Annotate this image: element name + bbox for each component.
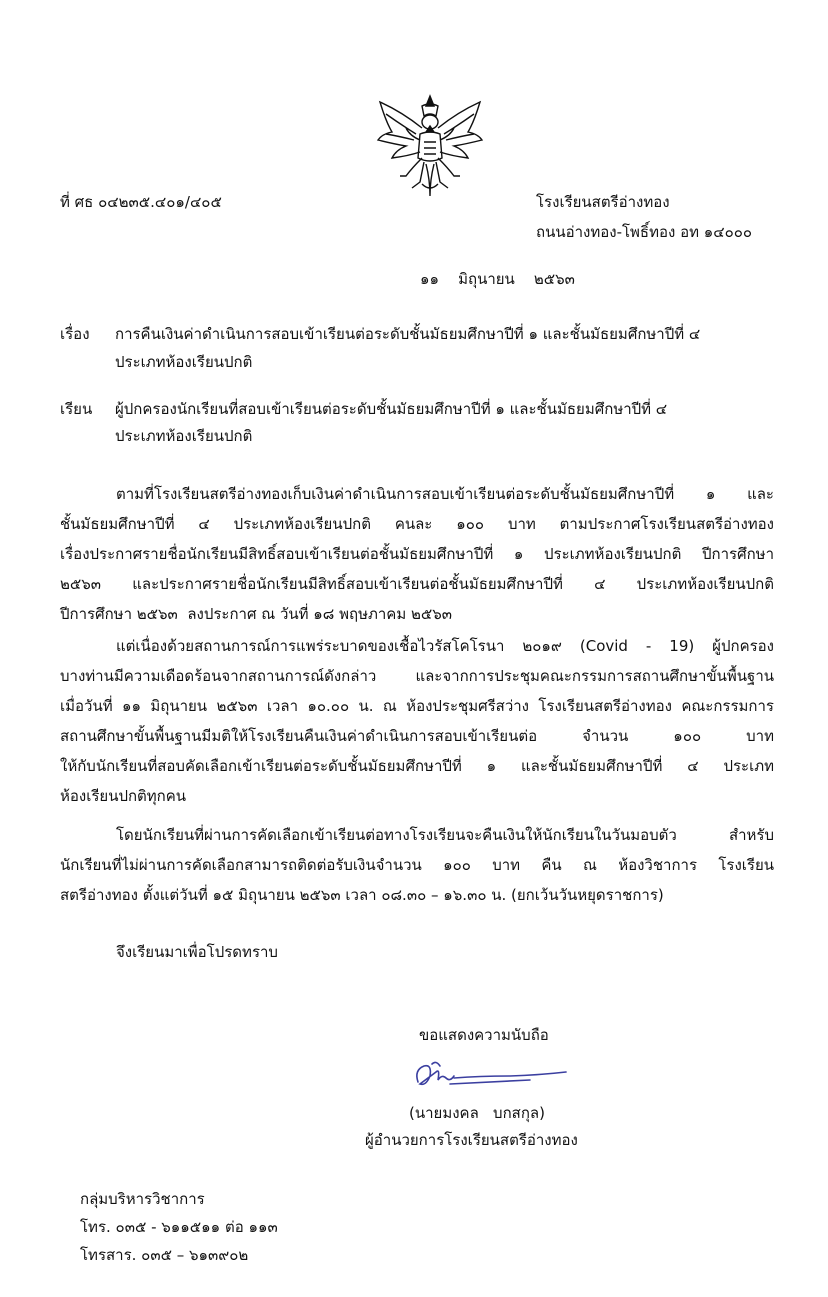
- school-name: โรงเรียนสตรีอ่างทอง: [536, 193, 670, 211]
- body-paragraph-2: [60, 631, 774, 811]
- paragraph-line: นักเรียนที่ไม่ผ่านการคัดเลือกสามารถติดต่อรับเงินจำนวน ๑๐๐ บาท คืน ณ ห้องวิชาการ โรงเรียน: [60, 856, 774, 874]
- subject-line-1: การคืนเงินค่าดำเนินการสอบเข้าเรียนต่อระดับชั้นมัธยมศึกษาปีที่ ๑ และชั้นมัธยมศึกษาปีที่ ๔: [115, 325, 701, 343]
- paragraph-line: ตามที่โรงเรียนสตรีอ่างทองเก็บเงินค่าดำเนินการสอบเข้าเรียนต่อระดับชั้นมัธยมศึกษาปีที่ ๑ และ: [116, 485, 774, 503]
- footer-department: กลุ่มบริหารวิชาการ: [80, 1190, 205, 1208]
- paragraph-line: ปีการศึกษา ๒๕๖๓ ลงประกาศ ณ วันที่ ๑๘ พฤษภาคม ๒๕๖๓: [60, 605, 453, 623]
- closing-line: จึงเรียนมาเพื่อโปรดทราบ: [116, 943, 278, 961]
- paragraph-line: สถานศึกษาขั้นพื้นฐานมีมติให้โรงเรียนคืนเงินค่าดำเนินการสอบเข้าเรียนต่อ จำนวน ๑๐๐ บาท: [60, 727, 774, 745]
- footer-fax: โทรสาร. ๐๓๕ – ๖๑๓๙๐๒: [80, 1246, 249, 1264]
- paragraph-line: แต่เนื่องด้วยสถานการณ์การแพร่ระบาดของเชื้อไวรัสโคโรนา ๒๐๑๙ (Covid - 19) ผู้ปกครอง: [116, 637, 774, 655]
- recipient-label: เรียน: [60, 400, 93, 418]
- body-paragraph-1: [60, 479, 774, 629]
- signature-icon: [410, 1056, 570, 1092]
- subject-label: เรื่อง: [60, 325, 90, 343]
- subject-line-2: ประเภทห้องเรียนปกติ: [115, 353, 253, 371]
- paragraph-line: โดยนักเรียนที่ผ่านการคัดเลือกเข้าเรียนต่อทางโรงเรียนจะคืนเงินให้นักเรียนในวันมอบตัว สำหรับ: [116, 826, 774, 844]
- paragraph-line: เมื่อวันที่ ๑๑ มิถุนายน ๒๕๖๓ เวลา ๑๐.๐๐ น. ณ ห้องประชุมศรีสว่าง โรงเรียนสตรีอ่างทอง คณะกรรมการ: [60, 697, 774, 715]
- signer-name: (นายมงคล บกสกุล): [409, 1104, 545, 1122]
- letter-date: ๑๑ มิถุนายน ๒๕๖๓: [420, 270, 575, 288]
- paragraph-line: ชั้นมัธยมศึกษาปีที่ ๔ ประเภทห้องเรียนปกติ คนละ ๑๐๐ บาท ตามประกาศโรงเรียนสตรีอ่างทอง: [60, 515, 774, 533]
- garuda-emblem-icon: [372, 92, 488, 200]
- document-number: ที่ ศธ ๐๔๒๓๕.๔๐๑/๔๐๕: [60, 193, 222, 211]
- paragraph-line: ให้กับนักเรียนที่สอบคัดเลือกเข้าเรียนต่อระดับชั้นมัธยมศึกษาปีที่ ๑ และชั้นมัธยมศึกษาปีที่ ๔ ประเภท: [60, 757, 774, 775]
- regards: ขอแสดงความนับถือ: [419, 1026, 549, 1044]
- footer-phone: โทร. ๐๓๕ - ๖๑๑๕๑๑ ต่อ ๑๑๓: [80, 1218, 278, 1236]
- paragraph-line: ๒๕๖๓ และประกาศรายชื่อนักเรียนมีสิทธิ์สอบเข้าเรียนต่อชั้นมัธยมศึกษาปีที่ ๔ ประเภทห้องเรียนปกติ: [60, 575, 774, 593]
- body-paragraph-3: [60, 820, 774, 910]
- recipient-line-1: ผู้ปกครองนักเรียนที่สอบเข้าเรียนต่อระดับชั้นมัธยมศึกษาปีที่ ๑ และชั้นมัธยมศึกษาปีที่ ๔: [115, 400, 668, 418]
- recipient-line-2: ประเภทห้องเรียนปกติ: [115, 427, 253, 445]
- paragraph-line: เรื่องประกาศรายชื่อนักเรียนมีสิทธิ์สอบเข้าเรียนต่อชั้นมัธยมศึกษาปีที่ ๑ ประเภทห้องเรียนปกติ ปีการศึกษา: [60, 545, 774, 563]
- paragraph-line: ห้องเรียนปกติทุกคน: [60, 787, 187, 805]
- school-address: ถนนอ่างทอง-โพธิ์ทอง อท ๑๔๐๐๐: [536, 223, 753, 241]
- signer-position: ผู้อำนวยการโรงเรียนสตรีอ่างทอง: [365, 1131, 578, 1149]
- paragraph-line: บางท่านมีความเดือดร้อนจากสถานการณ์ดังกล่าว และจากการประชุมคณะกรรมการสถานศึกษาขั้นพื้นฐาน: [60, 667, 774, 685]
- paragraph-line: สตรีอ่างทอง ตั้งแต่วันที่ ๑๕ มิถุนายน ๒๕๖๓ เวลา ๐๘.๓๐ – ๑๖.๓๐ น. (ยกเว้นวันหยุดราชการ): [60, 886, 664, 904]
